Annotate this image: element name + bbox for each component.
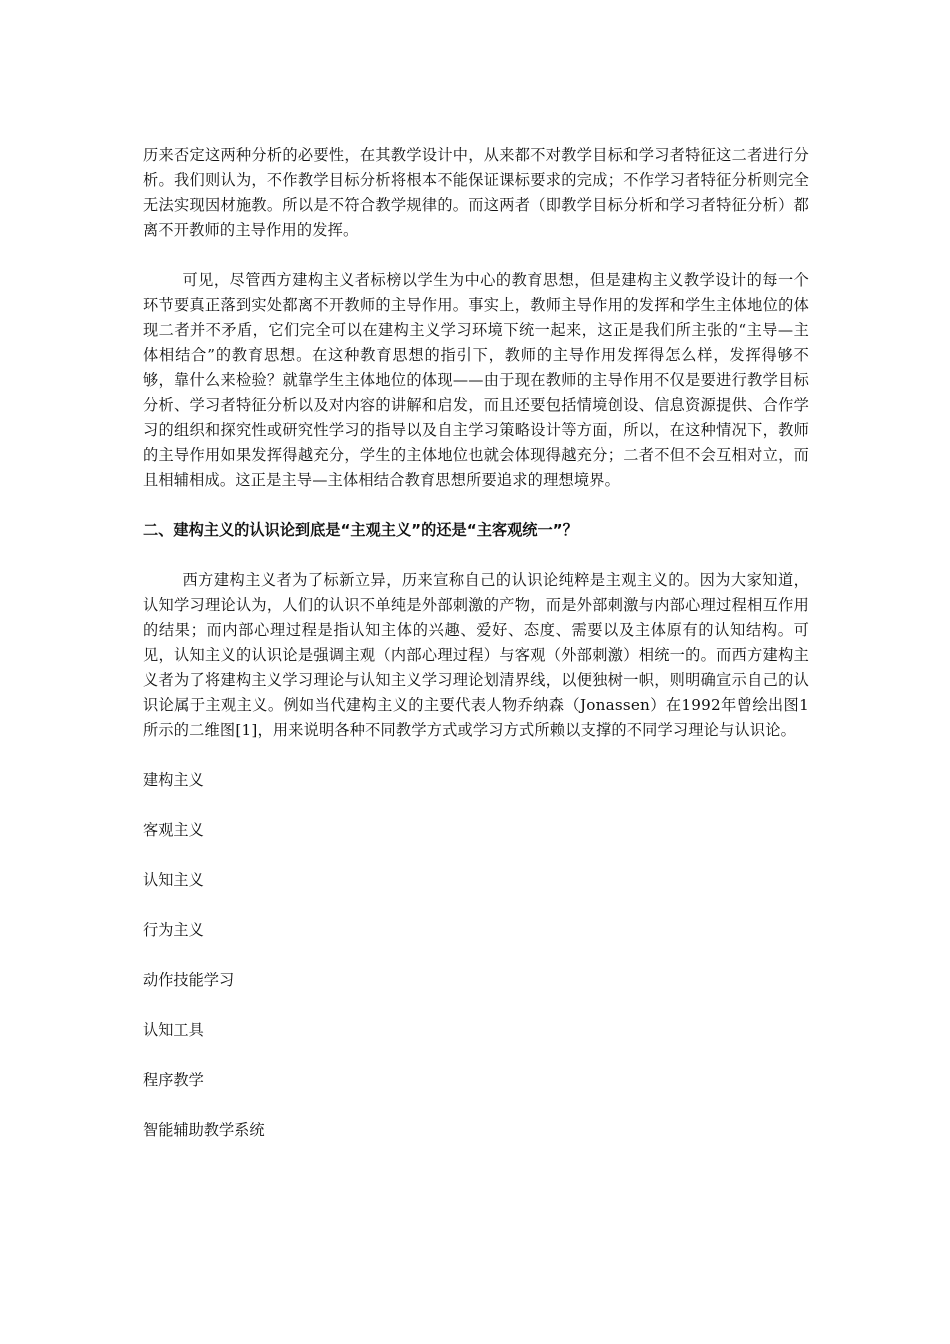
- paragraph-analysis-necessity: 历来否定这两种分析的必要性，在其教学设计中，从来都不对教学目标和学习者特征这二者进行分析。我们则认为，不作教学目标分析将根本不能保证课标要求的完成；不作学习者特征分析则完全无法实现因材施教。所以是不符合教学规律的。而这两者（即教学目标分析和学习者特征分析）都离不开教师的主导作用的发挥。: [143, 146, 809, 239]
- figure-label-cognitive-tools: 认知工具: [143, 1021, 204, 1039]
- paragraph-constructivist-epistemology: 西方建构主义者为了标新立异，历来宣称自己的认识论纯粹是主观主义的。因为大家知道，认知学习理论认为，人们的认识不单纯是外部刺激的产物，而是外部刺激与内部心理过程相互作用的结果；而内部心理过程是指认知主体的兴趣、爱好、态度、需要以及主体原有的认知结构。可见，认知主义的认识论是强调主观（内部心理过程）与客观（外部刺激）相统一的。而西方建构主义者为了将建构主义学习理论与认知主义学习理论划清界线，以便独树一帜，则明确宣示自己的认识论属于主观主义。例如当代建构主义的主要代表人物乔纳森（Jonassen）在1992年曾绘出图1所示的二维图[1]，用来说明各种不同教学方式或学习方式所赖以支撑的不同学习理论与认识论。: [143, 571, 809, 739]
- figure-label-cognitivism: 认知主义: [143, 871, 204, 889]
- figure-label-list: [143, 768, 809, 1143]
- figure-label-objectivism: 客观主义: [143, 821, 204, 839]
- document-page: [143, 143, 809, 1168]
- figure-label-motor-skill-learning: 动作技能学习: [143, 971, 235, 989]
- figure-label-programmed-instruction: 程序教学: [143, 1071, 204, 1089]
- paragraph-teacher-leading-role: 可见，尽管西方建构主义者标榜以学生为中心的教育思想，但是建构主义教学设计的每一个环节要真正落到实处都离不开教师的主导作用。事实上，教师主导作用的发挥和学生主体地位的体现二者并不矛盾，它们完全可以在建构主义学习环境下统一起来，这正是我们所主张的“主导—主体相结合”的教育思想。在这种教育思想的指引下，教师的主导作用发挥得怎么样，发挥得够不够，靠什么来检验？就靠学生主体地位的体现——由于现在教师的主导作用不仅是要进行教学目标分析、学习者特征分析以及对内容的讲解和启发，而且还要包括情境创设、信息资源提供、合作学习的组织和探究性或研究性学习的指导以及自主学习策略设计等方面，所以，在这种情况下，教师的主导作用如果发挥得越充分，学生的主体地位也就会体现得越充分；二者不但不会互相对立，而且相辅相成。这正是主导—主体相结合教育思想所要追求的理想境界。: [143, 271, 809, 489]
- section-heading-epistemology: 二、建构主义的认识论到底是“主观主义”的还是“主客观统一”？: [143, 521, 578, 539]
- figure-label-behaviorism: 行为主义: [143, 921, 204, 939]
- figure-label-intelligent-tutoring-system: 智能辅助教学系统: [143, 1121, 265, 1139]
- figure-label-constructivism: 建构主义: [143, 771, 204, 789]
